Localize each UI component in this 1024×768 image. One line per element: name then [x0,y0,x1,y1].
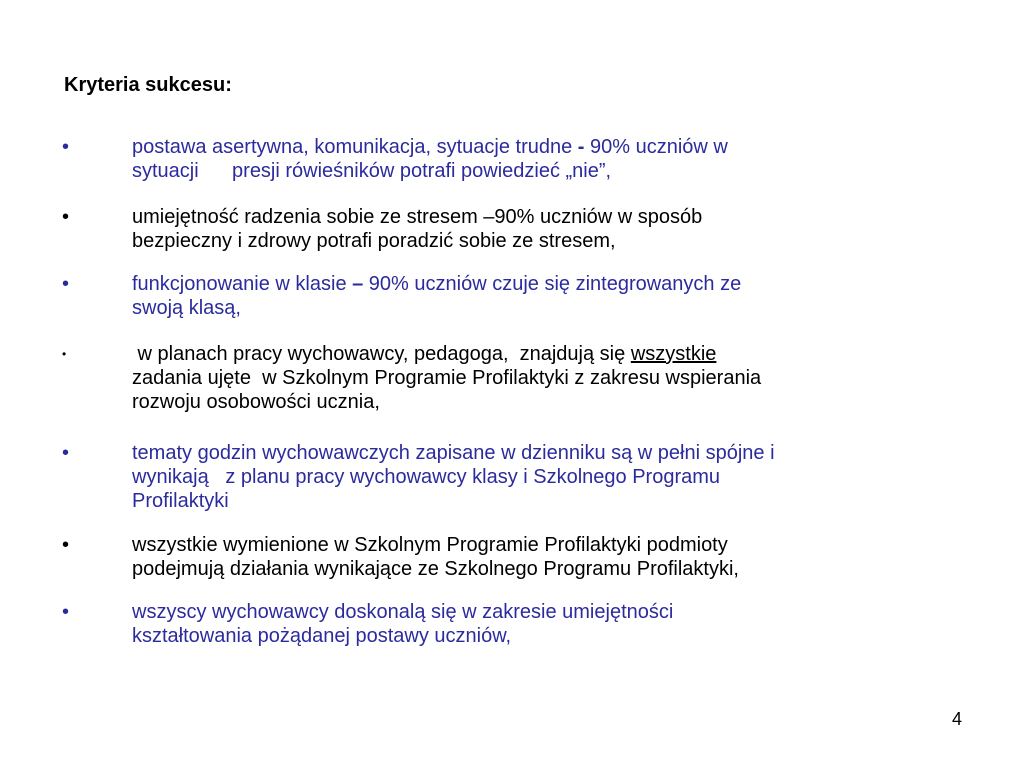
bullet-text-line: Profilaktyki [132,490,229,512]
bullet-marker: • [62,442,70,464]
slide-heading: Kryteria sukcesu: [64,74,232,96]
bullet-text-line: funkcjonowanie w klasie [132,273,353,295]
bullet-text [132,441,962,513]
bullet-marker: • [62,534,70,556]
bullet-text [132,205,962,253]
underlined-word: wszystkie [630,343,717,365]
bullet-text-line: postawa asertywna, komunikacja, sytuacje trudne [132,136,578,158]
bullet-text-line: kształtowania pożądanej postawy uczniów, [132,625,512,647]
bullet-marker: • [62,206,70,228]
bullet-dash: – [352,273,364,295]
bullet-text [132,135,962,183]
bullet-text [132,342,962,414]
bullet-text-line: zadania ujęte w Szkolnym Programie Profilaktyki z zakresu wspierania [132,367,762,389]
bullet-text-line: w planach pracy wychowawcy, pedagoga, znajdują się [132,343,631,365]
bullet-text [132,600,962,648]
bullet-text-line: bezpieczny i zdrowy potrafi poradzić sobie ze stresem, [132,230,616,252]
bullet-text-line: swoją klasą, [132,297,241,319]
bullet-text-line: wynikają z planu pracy wychowawcy klasy i Szkolnego Programu [132,466,721,488]
bullet-marker: • [62,273,70,295]
bullet-text-line: 90% uczniów czuje się zintegrowanych ze [363,273,742,295]
bullet-marker: • [62,136,70,158]
bullet-text-line: sytuacji presji rówieśników potrafi powiedzieć „nie”, [132,160,612,182]
bullet-text-line: wszyscy wychowawcy doskonalą się w zakresie umiejętności [132,601,674,623]
bullet-text [132,272,962,320]
bullet-dash: - [577,136,585,158]
bullet-text-line: wszystkie wymienione w Szkolnym Programie Profilaktyki podmioty [132,534,728,556]
bullet-marker: • [62,347,67,361]
bullet-text-line: tematy godzin wychowawczych zapisane w dzienniku są w pełni spójne i [132,442,775,464]
bullet-text-line: 90% uczniów w [584,136,728,158]
bullet-text-line: podejmują działania wynikające ze Szkolnego Programu Profilaktyki, [132,558,739,580]
bullet-text-line: umiejętność radzenia sobie ze stresem –90% uczniów w sposób [132,206,703,228]
page-number: 4 [951,709,962,729]
bullet-marker: • [62,601,70,623]
bullet-text [132,533,962,581]
bullet-text-line: rozwoju osobowości ucznia, [132,391,380,413]
